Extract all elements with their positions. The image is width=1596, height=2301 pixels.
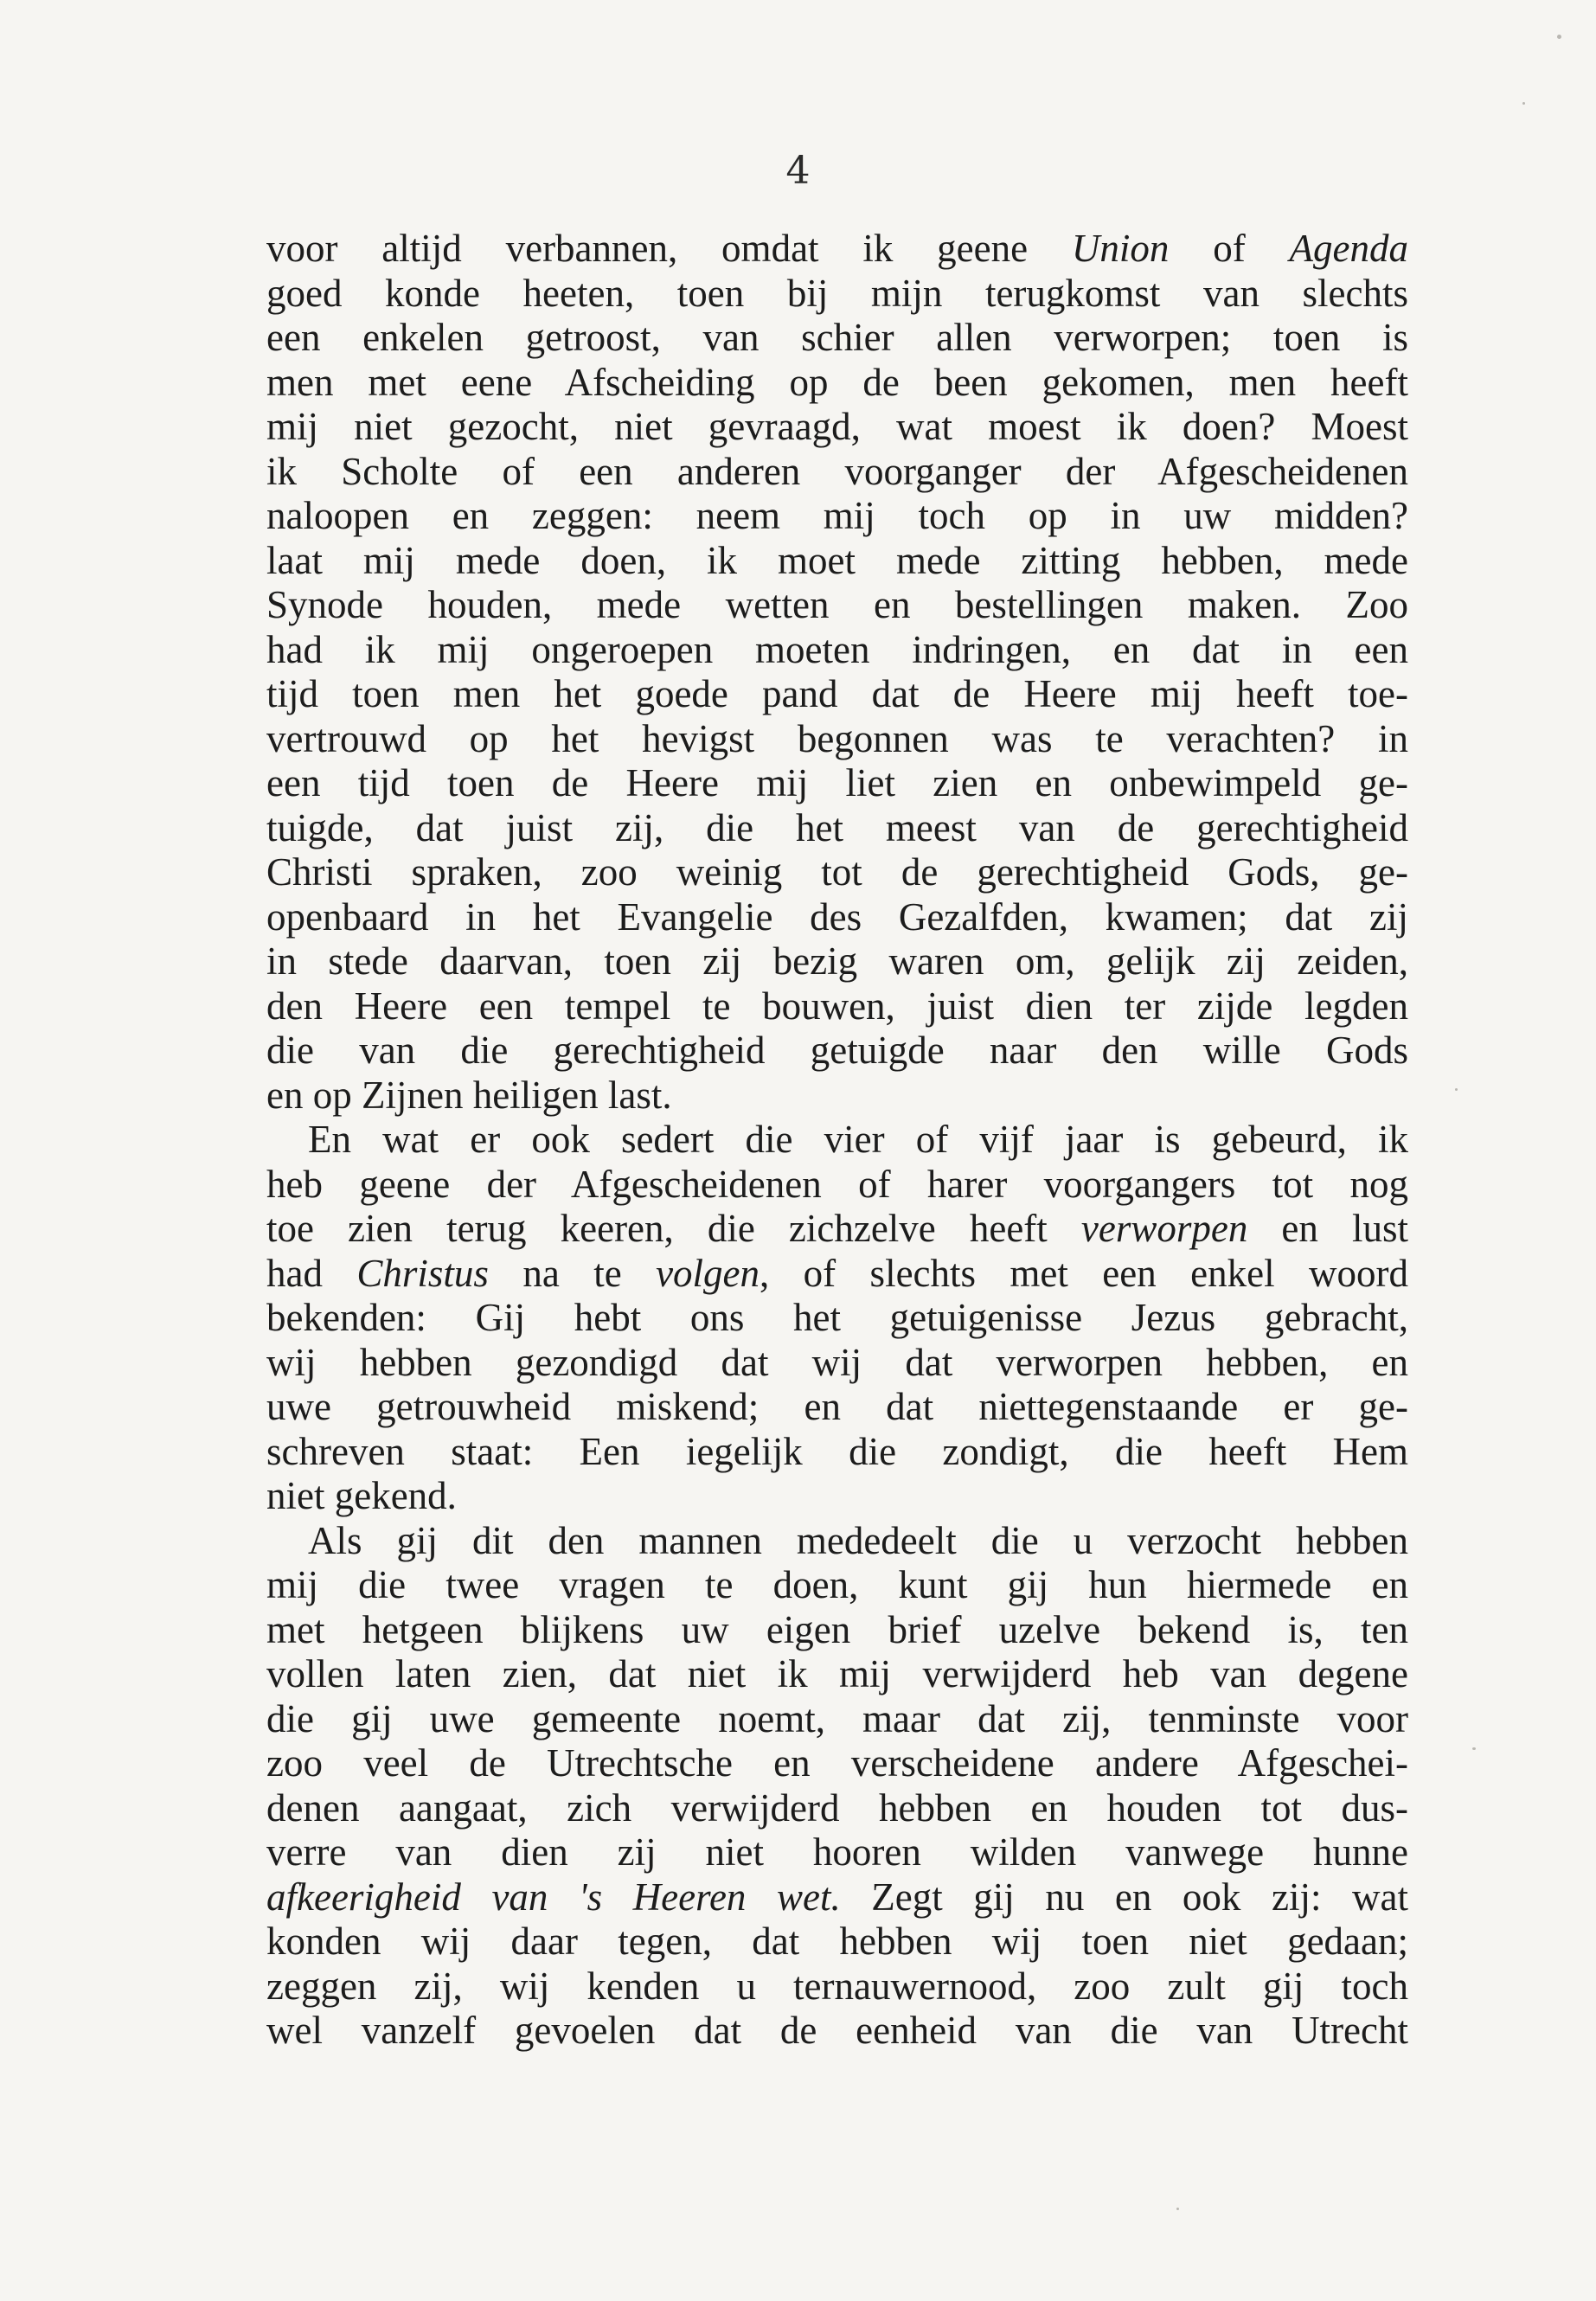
text-line: goed konde heeten, toen bij mijn terugkomst van slechts: [266, 271, 1408, 315]
text-line: die van die gerechtigheid getuigde naar den wille Gods: [266, 1029, 1408, 1072]
page-number: 4: [785, 149, 811, 193]
text-line: vollen laten zien, dat niet ik mij verwijderd heb van degene: [266, 1652, 1408, 1695]
scan-speck: [1455, 1088, 1458, 1091]
text-line: een tijd toen de Heere mij liet zien en onbewimpeld ge-: [266, 761, 1408, 804]
text-line: niet gekend.: [266, 1474, 457, 1517]
scan-speck: [1176, 2208, 1179, 2210]
text-line: openbaard in het Evangelie des Gezalfden, kwamen; dat zij: [266, 894, 1408, 939]
scan-speck: [1522, 102, 1525, 105]
scan-speck: [1557, 35, 1561, 39]
text-line: had ik mij ongeroepen moeten indringen, en dat in een: [266, 627, 1408, 671]
italic-text: Christus: [356, 1251, 489, 1295]
text-line: schreven staat: Een iegelijk die zondigt, die heeft Hem: [266, 1429, 1408, 1473]
text-line: laat mij mede doen, ik moet mede zitting hebben, mede: [266, 538, 1408, 582]
italic-text: Agenda: [1289, 227, 1408, 270]
text-line: toe zien terug keeren, die zichzelve heeft verworpen en lust: [266, 1207, 1408, 1250]
italic-text: Union: [1071, 227, 1170, 270]
text-line: vertrouwd op het hevigst begonnen was te verachten? in: [266, 716, 1408, 760]
text-line: bekenden: Gij hebt ons het getuigenisse Jezus gebracht,: [266, 1296, 1408, 1339]
text-line: wij hebben gezondigd dat wij dat verworpen hebben, en: [266, 1340, 1408, 1384]
italic-text: afkeerigheid van 's Heeren wet.: [266, 1875, 841, 1919]
text-line: zeggen zij, wij kenden u ternauwernood, zoo zult gij toch: [266, 1964, 1408, 2008]
text-line: voor altijd verbannen, omdat ik geene Union of Agenda: [266, 227, 1408, 270]
text-line: uwe getrouwheid miskend; en dat niettegenstaande er ge-: [266, 1385, 1408, 1428]
body-text: [266, 227, 1408, 2054]
text-line: Christi spraken, zoo weinig tot de gerechtigheid Gods, ge-: [266, 850, 1408, 894]
text-line: denen aangaat, zich verwijderd hebben en houden tot dus-: [266, 1785, 1408, 1830]
text-line: men met eene Afscheiding op de been gekomen, men heeft: [266, 360, 1408, 404]
text-line: Synode houden, mede wetten en bestellingen maken. Zoo: [266, 583, 1408, 626]
text-line: verre van dien zij niet hooren wilden vanwege hunne: [266, 1830, 1408, 1874]
text-line: en op Zijnen heiligen last.: [266, 1073, 672, 1117]
text-line: En wat er ook sedert die vier of vijf jaar is gebeurd, ik: [308, 1118, 1408, 1161]
italic-text: verworpen: [1080, 1207, 1248, 1250]
text-line: in stede daarvan, toen zij bezig waren om, gelijk zij zeiden,: [266, 939, 1408, 983]
scan-speck: [1472, 1747, 1476, 1750]
text-line: ik Scholte of een anderen voorganger der Afgescheidenen: [266, 449, 1408, 493]
text-line: zoo veel de Utrechtsche en verscheidene andere Afgeschei-: [266, 1741, 1408, 1785]
text-line: Als gij dit den mannen mededeelt die u verzocht hebben: [308, 1518, 1408, 1562]
text-line: met hetgeen blijkens uw eigen brief uzelve bekend is, ten: [266, 1607, 1408, 1651]
text-line: afkeerigheid van 's Heeren wet. Zegt gij nu en ook zij: wat: [266, 1875, 1408, 1919]
italic-text: volgen: [656, 1251, 760, 1295]
text-line: heb geene der Afgescheidenen of harer voorgangers tot nog: [266, 1162, 1408, 1206]
text-line: een enkelen getroost, van schier allen verworpen; toen is: [266, 316, 1408, 359]
text-line: konden wij daar tegen, dat hebben wij toen niet gedaan;: [266, 1920, 1408, 1963]
text-line: den Heere een tempel te bouwen, juist dien ter zijde legden: [266, 984, 1408, 1028]
text-line: mij niet gezocht, niet gevraagd, wat moest ik doen? Moest: [266, 405, 1408, 448]
text-line: had Christus na te volgen, of slechts met een enkel woord: [266, 1251, 1408, 1295]
text-line: tuigde, dat juist zij, die het meest van de gerechtigheid: [266, 805, 1408, 849]
text-line: naloopen en zeggen: neem mij toch op in uw midden?: [266, 494, 1408, 537]
text-line: tijd toen men het goede pand dat de Heere mij heeft toe-: [266, 672, 1408, 715]
text-line: mij die twee vragen te doen, kunt gij hun hiermede en: [266, 1563, 1408, 1606]
text-line: die gij uwe gemeente noemt, maar dat zij, tenminste voor: [266, 1696, 1408, 1740]
text-line: wel vanzelf gevoelen dat de eenheid van die van Utrecht: [266, 2009, 1408, 2052]
